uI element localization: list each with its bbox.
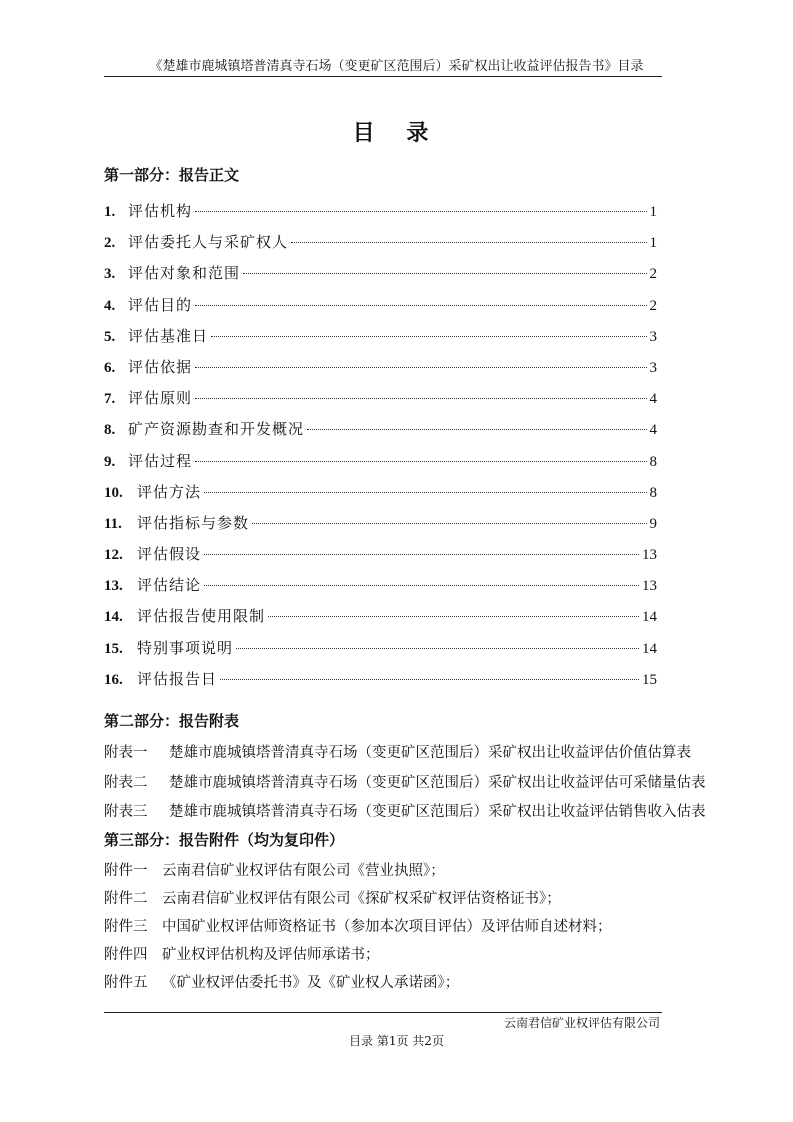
toc-entry[interactable] [104,450,657,481]
toc-entry-number: 10. [104,484,123,501]
attachment-item-prefix: 附件五 [104,975,148,991]
toc-entry-number: 8. [104,422,116,439]
toc-leader-dots [252,523,646,524]
attached-table-item-prefix: 附表三 [104,804,148,820]
attachment-item-text: 云南君信矿业权评估有限公司《探矿权采矿权评估资格证书》； [162,891,561,907]
toc-list [104,200,657,699]
toc-leader-dots [204,585,639,586]
attachment-item [104,887,704,915]
attachment-item [104,971,704,999]
page-title: 目 录 [352,120,441,146]
part2-heading: 第二部分：报告附表 [104,712,240,730]
toc-entry-page: 13 [642,578,657,595]
footer-divider [104,1012,662,1013]
toc-entry[interactable] [104,262,657,293]
toc-leader-dots [195,211,646,212]
toc-entry-page: 3 [649,328,657,345]
toc-entry-page: 9 [649,515,657,532]
toc-entry-number: 14. [104,609,123,626]
toc-entry-label: 评估结论 [137,576,202,595]
toc-entry-page: 8 [649,453,657,470]
attached-table-item [104,800,704,830]
toc-entry-page: 15 [642,671,657,688]
toc-entry-number: 13. [104,578,123,595]
toc-entry[interactable] [104,418,657,449]
toc-entry-number: 2. [104,235,116,252]
toc-leader-dots [211,336,646,337]
footer-company: 云南君信矿业权评估有限公司 [503,1016,660,1030]
toc-leader-dots [195,398,646,399]
attached-table-item-text: 楚雄市鹿城镇塔普清真寺石场（变更矿区范围后）采矿权出让收益评估可采储量估表 [169,774,706,791]
toc-entry-label: 评估基准日 [128,326,209,345]
toc-entry[interactable] [104,605,657,636]
attachment-item [104,859,704,887]
toc-entry-page: 8 [649,484,657,501]
toc-leader-dots [291,242,646,243]
attachment-item-prefix: 附件一 [104,863,148,879]
toc-entry-label: 评估假设 [137,545,202,564]
part3-heading: 第三部分：报告附件（均为复印件） [104,831,345,849]
toc-leader-dots [236,648,639,649]
toc-entry-page: 3 [649,359,657,376]
toc-entry-label: 评估报告使用限制 [137,607,266,626]
attached-table-item-text: 楚雄市鹿城镇塔普清真寺石场（变更矿区范围后）采矿权出让收益评估价值估算表 [169,745,691,761]
attached-table-item-prefix: 附表二 [104,774,148,791]
toc-leader-dots [195,461,646,462]
toc-entry-label: 评估原则 [128,389,193,408]
toc-entry-page: 1 [649,204,657,220]
toc-leader-dots [195,305,646,306]
attachment-item-text: 中国矿业权评估师资格证书（参加本次项目评估）及评估师自述材料； [162,919,612,935]
header-divider [104,76,662,77]
toc-entry[interactable] [104,637,657,668]
toc-entry-page: 2 [649,297,657,314]
toc-entry-number: 11. [104,515,122,532]
toc-entry-label: 评估方法 [137,482,202,501]
toc-entry[interactable] [104,387,657,418]
toc-leader-dots [204,554,639,555]
toc-entry[interactable] [104,512,657,543]
toc-entry-label: 评估报告日 [137,669,218,688]
running-header: 《楚雄市鹿城镇塔普清真寺石场（变更矿区范围后）采矿权出让收益评估报告书》目录 [149,59,644,74]
toc-entry-label: 评估指标与参数 [137,513,250,532]
toc-leader-dots [268,616,639,617]
toc-entry-label: 评估机构 [128,202,193,220]
toc-entry-page: 4 [649,391,657,408]
toc-entry-page: 14 [642,609,657,626]
toc-entry-label: 评估依据 [128,357,193,376]
toc-entry[interactable] [104,294,657,325]
attachment-item-text: 云南君信矿业权评估有限公司《营业执照》； [162,863,445,879]
part1-heading: 第一部分：报告正文 [104,166,240,184]
toc-entry-number: 15. [104,640,123,657]
toc-entry-number: 4. [104,297,116,314]
toc-leader-dots [195,367,646,368]
toc-entry-label: 特别事项说明 [137,638,234,657]
attachment-item-prefix: 附件三 [104,919,148,935]
toc-leader-dots [307,429,646,430]
attachment-item-text: 《矿业权评估委托书》及《矿业权人承诺函》； [162,975,460,991]
toc-entry[interactable] [104,325,657,356]
attached-table-item-text: 楚雄市鹿城镇塔普清真寺石场（变更矿区范围后）采矿权出让收益评估销售收入估表 [169,804,706,820]
toc-leader-dots [220,679,639,680]
toc-entry-number: 16. [104,671,123,688]
attached-table-item [104,771,704,801]
attached-tables-list [104,741,704,830]
toc-entry-number: 7. [104,391,116,408]
toc-entry-label: 评估过程 [128,451,193,470]
toc-entry[interactable] [104,356,657,387]
toc-entry-number: 5. [104,328,116,345]
toc-entry-number: 3. [104,266,116,283]
toc-entry[interactable] [104,231,657,262]
toc-entry-number: 6. [104,359,116,376]
toc-entry-label: 评估委托人与采矿权人 [128,233,289,252]
toc-entry-page: 13 [642,547,657,564]
page-number: 目录 第1页 共2页 [349,1034,444,1048]
toc-entry[interactable] [104,668,657,699]
toc-entry-number: 1. [104,204,116,220]
toc-entry-number: 9. [104,453,116,470]
toc-entry[interactable] [104,543,657,574]
attached-table-item-prefix: 附表一 [104,745,148,761]
toc-entry[interactable] [104,574,657,605]
toc-entry-page: 14 [642,640,657,657]
attachment-item [104,943,704,971]
attachment-item-text: 矿业权评估机构及评估师承诺书； [162,947,380,963]
attachments-list [104,859,704,999]
toc-entry-page: 1 [649,235,657,252]
toc-entry-label: 矿产资源勘查和开发概况 [128,420,305,439]
attached-table-item [104,741,704,771]
toc-entry-number: 12. [104,547,123,564]
toc-leader-dots [243,273,646,274]
toc-entry-page: 4 [649,422,657,439]
toc-entry-label: 评估对象和范围 [128,264,241,283]
toc-entry[interactable] [104,481,657,512]
toc-entry-page: 2 [649,266,657,283]
attachment-item-prefix: 附件二 [104,891,148,907]
toc-entry-label: 评估目的 [128,295,193,314]
toc-entry[interactable] [104,200,657,231]
attachment-item-prefix: 附件四 [104,947,148,963]
toc-leader-dots [204,492,646,493]
attachment-item [104,915,704,943]
